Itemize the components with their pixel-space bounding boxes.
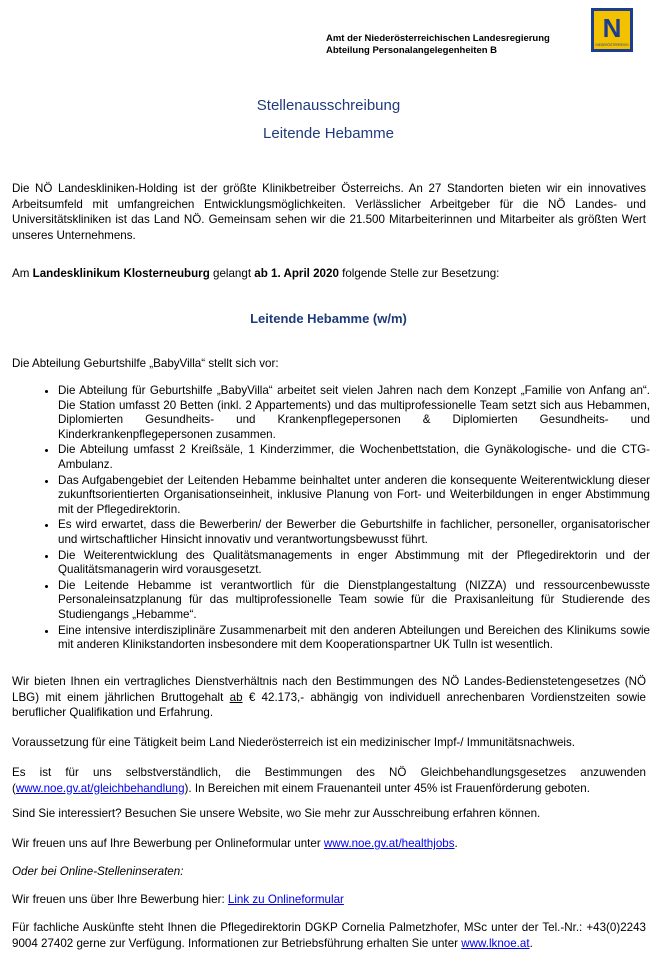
contact-paragraph: Für fachliche Auskünfte steht Ihnen die Pflegedirektorin DGKP Cornelia Palmetzhofer, MSc unter der Tel.-Nr.: +43(0)2243 9004 27402 gerne zur Verfügung. Informationen zur Betriebsführung erhalten Sie unter www.lknoe.at. (12, 921, 646, 950)
salary-paragraph: Wir bieten Ihnen ein vertragliches Dienstverhältnis nach den Bestimmungen des NÖ Landes-Bedienstetengesetzes (NÖ LBG) mit einem jährlichen Bruttogehalt ab € 42.173,- abhängig von individuell anrechenbaren Vordienstzeiten sowie beruflicher Qualifikation und Erfahrung. (12, 675, 647, 719)
department-bullet-list (12, 384, 650, 654)
list-item: • Die Abteilung für Geburtshilfe „BabyVilla“ arbeitet seit vielen Jahren nach dem Konzept „Familie von Anfang an“. Die Station umfasst 20 Betten (inkl. 2 Appartements) und das multiprofessionelle Team setzt sich aus Hebammen, Diplomierten Gesundheits- und Krankenpflegepersonen & Diplomierten Gesundheits- und Kinderkrankenpflegepersonen zusammen. (58, 384, 650, 442)
list-item: • Das Aufgabengebiet der Leitenden Hebamme beinhaltet unter anderen die konsequente Weiterentwicklung dieser zukunftsorientierten Organisationseinheit, inklusive Planung von Fort- und Weiterbildungen in enger Abstimmung mit der Pflegedirektorin. (58, 474, 650, 518)
salary-ab: ab (229, 690, 243, 704)
logo-letter: N (602, 13, 622, 43)
intro-paragraph: Die NÖ Landeskliniken-Holding ist der größte Klinikbetreiber Österreichs. An 27 Standorten bieten wir ein innovatives Arbeitsumfeld mit umfangreichen Entwicklungsmöglichkeiten. Verlässlicher Arbeitgeber für die NÖ Landes- und Universitätskliniken ist das Land NÖ. Gemeinsam sehen wir die 21.500 Mitarbeiterinnen und Mitarbeiter als größten Wert unseres Unternehmens. (12, 182, 646, 242)
location-paragraph: Am Landesklinikum Klosterneuburg gelangt ab 1. April 2020 folgende Stelle zur Besetzung: (12, 267, 500, 280)
page-title: Stellenausschreibung (256, 97, 401, 114)
list-item: • Es wird erwartet, dass die Bewerberin/ der Bewerber die Geburtshilfe in fachlicher, personeller, organisatorischer und wirtschaftlicher Hinsicht innovativ und verantwortungsbewusst führt. (58, 518, 650, 547)
equality-paragraph: Es ist für uns selbstverständlich, die Bestimmungen des NÖ Gleichbehandlungsgesetzes anzuwenden (www.noe.gv.at/gleichbehandlung). In Bereichen mit einem Frauenanteil unter 45% ist Frauenförderung geboten. (12, 766, 646, 795)
job-title: Leitende Hebamme (w/m) (250, 311, 407, 326)
list-item: • Die Weiterentwicklung des Qualitätsmanagements in enger Abstimmung mit der Pflegedirektorin und der Qualitätsmanagerin wird vorausgesetzt. (58, 549, 650, 578)
list-item: • Die Leitende Hebamme ist verantwortlich für die Dienstplangestaltung (NIZZA) und ressourcenbewusste Personaleinsatzplanung für das multiprofessionelle Team sowie für die Praxisanleitung für Studierende des Studiengangs „Hebamme“. (58, 579, 650, 623)
issuer-line-1: Amt der Niederösterreichischen Landesregierung (326, 33, 550, 44)
logo-caption: NIEDERÖSTERREICH (595, 43, 629, 47)
apply-online-paragraph: Wir freuen uns auf Ihre Bewerbung per Onlineformular unter www.noe.gv.at/healthjobs. (12, 837, 458, 850)
list-item: • Eine intensive interdisziplinäre Zusammenarbeit mit den anderen Abteilungen und Bereichen des Klinikums sowie mit anderen Klinikstandorten insbesondere mit dem Kooperationspartner UK Tulln ist wesentlich. (58, 624, 650, 653)
online-form-link[interactable]: Link zu Onlineformular (227, 893, 344, 906)
issuer-header (326, 33, 550, 57)
interest-paragraph: Sind Sie interessiert? Besuchen Sie unsere Website, wo Sie mehr zur Ausschreibung erfahren können. (12, 807, 541, 820)
requirement-paragraph: Voraussetzung für eine Tätigkeit beim Land Niederösterreich ist ein medizinischer Impf-/ Immunitätsnachweis. (12, 736, 575, 749)
healthjobs-link[interactable]: www.noe.gv.at/healthjobs (323, 837, 455, 850)
list-item: • Die Abteilung umfasst 2 Kreißsäle, 1 Kinderzimmer, die Wochenbettstation, die Gynäkologische- und die CTG-Ambulanz. (58, 443, 650, 472)
page-subtitle: Leitende Hebamme (263, 125, 394, 142)
online-ads-label: Oder bei Online-Stelleninseraten: (12, 865, 184, 878)
apply-here-paragraph: Wir freuen uns über Ihre Bewerbung hier: Link zu Onlineformular (12, 893, 344, 906)
start-date: ab 1. April 2020 (254, 267, 339, 280)
issuer-line-2: Abteilung Personalangelegenheiten B (326, 45, 498, 56)
department-intro: Die Abteilung Geburtshilfe „BabyVilla“ stellt sich vor: (12, 357, 279, 370)
equality-link[interactable]: www.noe.gv.at/gleichbehandlung (15, 781, 185, 795)
noe-logo (591, 8, 633, 52)
clinic-name: Landesklinikum Klosterneuburg (32, 267, 210, 280)
lknoe-link[interactable]: www.lknoe.at (461, 936, 530, 950)
